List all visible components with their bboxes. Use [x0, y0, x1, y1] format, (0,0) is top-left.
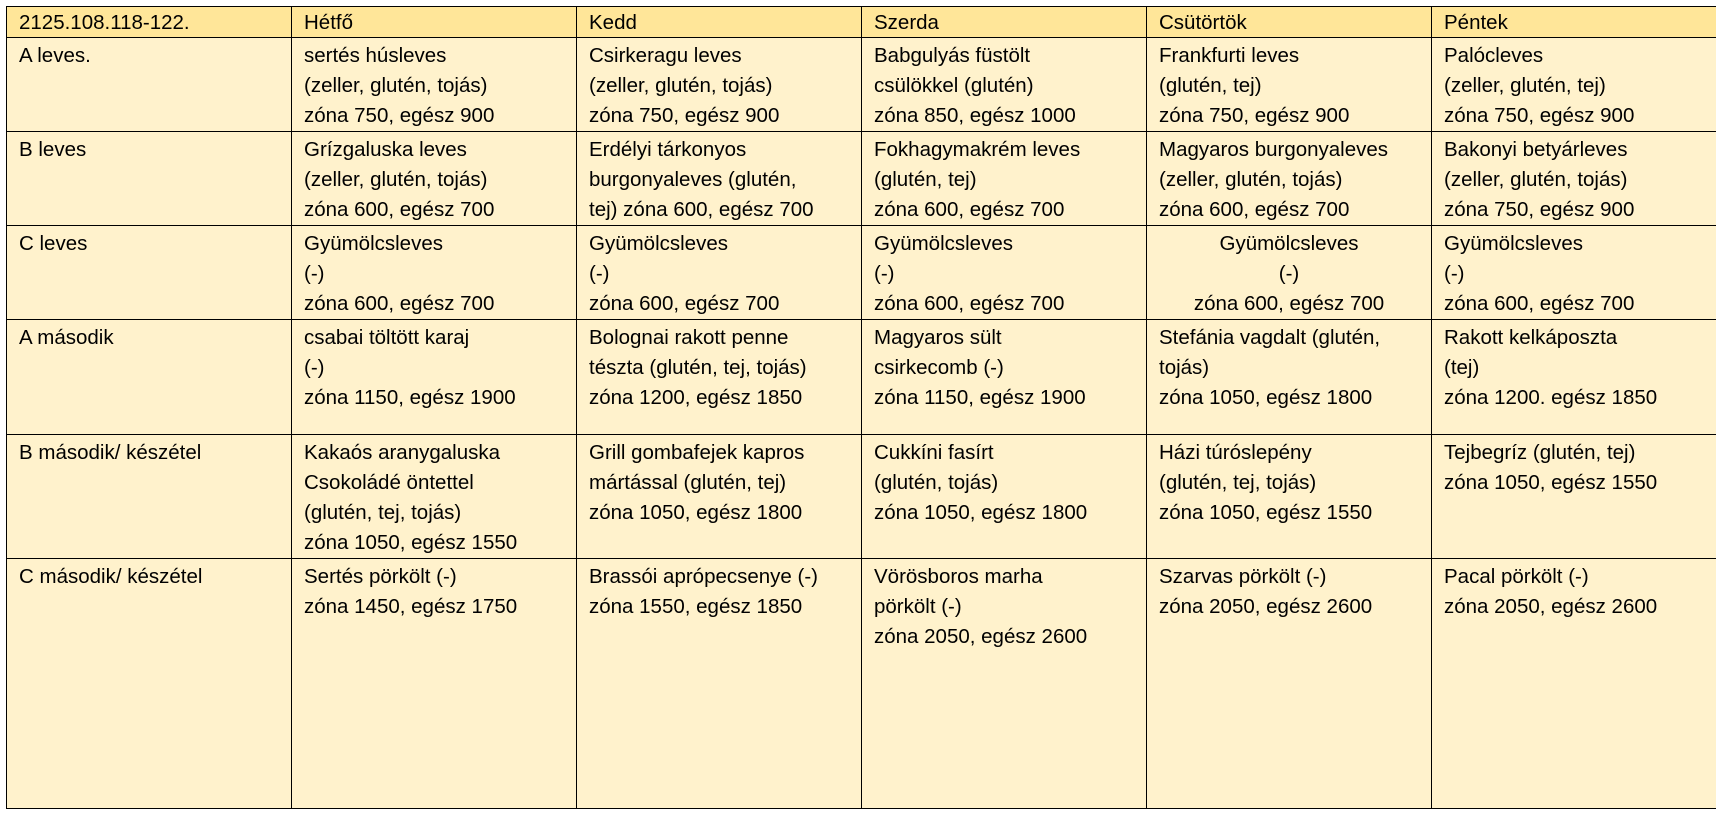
menu-line: zóna 750, egész 900	[1444, 104, 1635, 127]
menu-line: (zeller, glutén, tojás)	[1159, 168, 1343, 191]
menu-cell-thursday	[1147, 38, 1432, 132]
menu-line: Grízgaluska leves	[304, 138, 467, 161]
menu-line: (glutén, tej, tojás)	[304, 501, 462, 524]
menu-cell-monday	[292, 38, 577, 132]
header-row	[7, 7, 1716, 38]
menu-cell-thursday	[1147, 226, 1432, 320]
menu-cell-wednesday	[862, 435, 1147, 559]
menu-line: (-)	[874, 262, 895, 285]
menu-cell-monday	[292, 559, 577, 809]
menu-line: zóna 1200. egész 1850	[1444, 386, 1658, 409]
menu-cell-friday	[1432, 320, 1716, 435]
menu-line: Magyaros burgonyaleves	[1159, 138, 1389, 161]
menu-line: Bakonyi betyárleves	[1444, 138, 1628, 161]
menu-cell-wednesday	[862, 38, 1147, 132]
menu-line: zóna 1050, egész 1550	[1444, 471, 1658, 494]
menu-line: tészta (glutén, tej, tojás)	[589, 356, 807, 379]
menu-line: Házi túróslepény	[1159, 441, 1312, 464]
menu-line: zóna 1150, egész 1900	[304, 386, 516, 409]
menu-line: sertés húsleves	[304, 44, 447, 67]
menu-line: zóna 1550, egész 1850	[589, 595, 803, 618]
menu-row-a-masodik	[7, 320, 1716, 435]
menu-line: zóna 750, egész 900	[589, 104, 780, 127]
menu-line: zóna 2050, egész 2600	[1159, 595, 1373, 618]
menu-line: zóna 1200, egész 1850	[589, 386, 803, 409]
menu-line: Gyümölcsleves	[1444, 232, 1583, 255]
menu-line: (-)	[304, 356, 325, 379]
menu-line: zóna 1050, egész 1550	[304, 531, 518, 554]
menu-line: zóna 600, egész 700	[874, 198, 1065, 221]
menu-line: Cukkíni fasírt	[874, 441, 994, 464]
menu-line: Gyümölcsleves	[1219, 232, 1359, 255]
menu-line: Csokoládé öntettel	[304, 471, 474, 494]
menu-cell-monday	[292, 132, 577, 226]
menu-line: Csirkeragu leves	[589, 44, 742, 67]
day-header-wednesday: Szerda	[862, 7, 1147, 38]
menu-line: (glutén, tej, tojás)	[1159, 471, 1317, 494]
menu-line: zóna 1050, egész 1800	[874, 501, 1088, 524]
menu-cell-wednesday	[862, 320, 1147, 435]
menu-line: (glutén, tojás)	[874, 471, 999, 494]
menu-line: zóna 600, egész 700	[1159, 198, 1350, 221]
row-label: A második	[7, 320, 292, 435]
row-label: B leves	[7, 132, 292, 226]
menu-line: tojás)	[1159, 356, 1210, 379]
day-header-thursday: Csütörtök	[1147, 7, 1432, 38]
menu-cell-tuesday	[577, 226, 862, 320]
menu-line: Magyaros sült	[874, 326, 1002, 349]
menu-line: zóna 1050, egész 1800	[589, 501, 803, 524]
day-header-friday: Péntek	[1432, 7, 1716, 38]
weekly-menu-table	[6, 6, 1716, 809]
menu-cell-friday	[1432, 132, 1716, 226]
menu-cell-thursday	[1147, 435, 1432, 559]
day-header-monday: Hétfő	[292, 7, 577, 38]
menu-line: Sertés pörkölt (-)	[304, 565, 457, 588]
menu-line: Tejbegríz (glutén, tej)	[1444, 441, 1636, 464]
menu-line: (-)	[589, 262, 610, 285]
menu-line: zóna 600, egész 700	[304, 292, 495, 315]
menu-line: (zeller, glutén, tej)	[1444, 74, 1606, 97]
menu-cell-thursday	[1147, 559, 1432, 809]
menu-line: (glutén, tej)	[874, 168, 977, 191]
menu-line: Brassói aprópecsenye (-)	[589, 565, 819, 588]
menu-line: csirkecomb (-)	[874, 356, 1004, 379]
row-label: B második/ készétel	[7, 435, 292, 559]
menu-cell-tuesday	[577, 320, 862, 435]
menu-cell-friday	[1432, 38, 1716, 132]
day-header-tuesday: Kedd	[577, 7, 862, 38]
menu-cell-tuesday	[577, 559, 862, 809]
menu-line: zóna 850, egész 1000	[874, 104, 1076, 127]
menu-line: Erdélyi tárkonyos	[589, 138, 747, 161]
menu-line: zóna 1050, egész 1800	[1159, 386, 1373, 409]
row-label: A leves.	[7, 38, 292, 132]
menu-line: Frankfurti leves	[1159, 44, 1300, 67]
row-label: C második/ készétel	[7, 559, 292, 809]
menu-line: (tej)	[1444, 356, 1480, 379]
menu-cell-thursday	[1147, 132, 1432, 226]
menu-line: burgonyaleves (glutén,	[589, 168, 797, 191]
menu-line: pörkölt (-)	[874, 595, 962, 618]
menu-row-c-masodik	[7, 559, 1716, 809]
menu-line: zóna 600, egész 700	[589, 292, 780, 315]
menu-line: zóna 750, egész 900	[1159, 104, 1350, 127]
menu-line: csabai töltött karaj	[304, 326, 470, 349]
menu-line: (zeller, glutén, tojás)	[1444, 168, 1628, 191]
menu-line: (zeller, glutén, tojás)	[589, 74, 773, 97]
menu-cell-friday	[1432, 559, 1716, 809]
menu-line: Gyümölcsleves	[874, 232, 1013, 255]
menu-row-b-masodik	[7, 435, 1716, 559]
menu-line: Szarvas pörkölt (-)	[1159, 565, 1327, 588]
menu-cell-monday	[292, 320, 577, 435]
menu-line: zóna 600, egész 700	[1193, 292, 1385, 315]
menu-cell-monday	[292, 226, 577, 320]
menu-row-a-leves	[7, 38, 1716, 132]
row-label: C leves	[7, 226, 292, 320]
menu-line: Fokhagymakrém leves	[874, 138, 1081, 161]
menu-line: Pacal pörkölt (-)	[1444, 565, 1589, 588]
menu-cell-wednesday	[862, 226, 1147, 320]
menu-line: Gyümölcsleves	[589, 232, 728, 255]
menu-line: zóna 2050, egész 2600	[874, 625, 1088, 648]
menu-cell-tuesday	[577, 132, 862, 226]
menu-line: (-)	[304, 262, 325, 285]
menu-line: Kakaós aranygaluska	[304, 441, 501, 464]
menu-line: Stefánia vagdalt (glutén,	[1159, 326, 1381, 349]
menu-row-b-leves	[7, 132, 1716, 226]
menu-line: zóna 750, egész 900	[1444, 198, 1635, 221]
menu-line: zóna 2050, egész 2600	[1444, 595, 1658, 618]
menu-cell-tuesday	[577, 38, 862, 132]
menu-row-c-leves	[7, 226, 1716, 320]
menu-cell-friday	[1432, 435, 1716, 559]
menu-cell-tuesday	[577, 435, 862, 559]
menu-line: Gyümölcsleves	[304, 232, 443, 255]
menu-line: (zeller, glutén, tojás)	[304, 168, 488, 191]
menu-cell-friday	[1432, 226, 1716, 320]
menu-line: csülökkel (glutén)	[874, 74, 1034, 97]
date-range-cell: 2125.108.118-122.	[7, 7, 292, 38]
menu-line: Palócleves	[1444, 44, 1544, 67]
menu-line: mártással (glutén, tej)	[589, 471, 787, 494]
menu-line: zóna 1050, egész 1550	[1159, 501, 1373, 524]
menu-line: Grill gombafejek kapros	[589, 441, 805, 464]
menu-line: tej) zóna 600, egész 700	[589, 198, 814, 221]
menu-cell-wednesday	[862, 559, 1147, 809]
menu-cell-wednesday	[862, 132, 1147, 226]
menu-line: zóna 600, egész 700	[304, 198, 495, 221]
menu-line: (zeller, glutén, tojás)	[304, 74, 488, 97]
menu-line: Vörösboros marha	[874, 565, 1043, 588]
menu-line: (-)	[1444, 262, 1465, 285]
menu-line: zóna 750, egész 900	[304, 104, 495, 127]
menu-cell-thursday	[1147, 320, 1432, 435]
menu-line: Bolognai rakott penne	[589, 326, 789, 349]
menu-cell-monday	[292, 435, 577, 559]
menu-line: Babgulyás füstölt	[874, 44, 1031, 67]
menu-line: zóna 1450, egész 1750	[304, 595, 518, 618]
menu-line: (-)	[1278, 262, 1300, 285]
menu-line: zóna 600, egész 700	[1444, 292, 1635, 315]
menu-line: zóna 1150, egész 1900	[874, 386, 1086, 409]
menu-line: Rakott kelkáposzta	[1444, 326, 1618, 349]
menu-line: (glutén, tej)	[1159, 74, 1262, 97]
menu-line: zóna 600, egész 700	[874, 292, 1065, 315]
